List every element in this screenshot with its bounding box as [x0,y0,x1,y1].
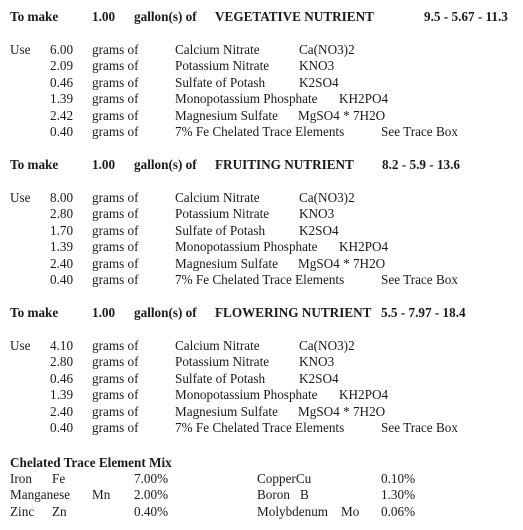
ingredient-unit: grams of [92,370,139,386]
ingredient-unit: grams of [92,124,139,139]
trace-right-name: Molybdenum [257,503,329,519]
ingredient-name: 7% Fe Chelated Trace Elements [175,124,345,139]
ingredient-formula: KH2PO4 [339,387,389,403]
ingredient-unit: grams of [92,206,139,222]
ingredient-name: Calcium Nitrate [175,42,260,57]
trace-left-pct: 7.00% [134,471,169,486]
ingredient-formula: K2SO4 [299,222,339,238]
ingredient-formula: MgSO4 * 7H2O [298,107,386,123]
ingredient-formula: See Trace Box [381,272,458,287]
ingredient-qty: 0.40 [50,124,74,139]
ingredient-name: 7% Fe Chelated Trace Elements [175,420,345,435]
use-label: Use [10,42,31,57]
ingredient-name: Monopotassium Phosphate [175,239,318,255]
trace-title: Chelated Trace Element Mix [10,455,172,470]
gallon-amount: 1.00 [92,305,116,320]
ingredient-formula: Ca(NO3)2 [299,42,355,57]
ingredient-qty: 1.39 [50,239,74,255]
ingredient-unit: grams of [92,58,139,74]
ingredient-formula: MgSO4 * 7H2O [298,403,386,419]
ingredient-qty: 1.39 [50,91,74,107]
trace-right-name: Boron [257,487,290,503]
trace-left-name: Manganese [10,487,71,503]
ingredient-formula: MgSO4 * 7H2O [298,255,386,271]
gallon-unit: gallon(s) of [134,9,197,24]
ingredient-qty: 6.00 [50,42,74,57]
trace-right-name: CopperCu [257,471,312,486]
ingredient-unit: grams of [92,222,139,238]
ingredient-formula: Ca(NO3)2 [299,190,355,205]
ingredient-formula: Ca(NO3)2 [299,338,355,353]
to-make-label: To make [10,305,59,320]
trace-right-pct: 0.10% [381,471,416,486]
ingredient-qty: 2.80 [50,206,74,222]
trace-right-symbol: Mo [341,503,360,519]
ingredient-name: Magnesium Sulfate [175,403,278,419]
ingredient-unit: grams of [92,338,139,353]
ingredient-unit: grams of [92,42,139,57]
ingredient-qty: 2.40 [50,403,74,419]
gallon-amount: 1.00 [92,9,116,24]
ingredient-qty: 8.00 [50,190,74,205]
ingredient-unit: grams of [92,354,139,370]
ingredient-qty: 0.46 [50,74,74,90]
npk-ratio: 9.5 - 5.67 - 11.3 [424,9,508,24]
ingredient-unit: grams of [92,91,139,107]
ingredient-name: 7% Fe Chelated Trace Elements [175,272,345,287]
ingredient-name: Monopotassium Phosphate [175,387,318,403]
ingredient-unit: grams of [92,190,139,205]
ingredient-name: Potassium Nitrate [175,206,270,222]
ingredient-qty: 2.80 [50,354,74,370]
ingredient-unit: grams of [92,239,139,255]
ingredient-unit: grams of [92,387,139,403]
trace-left-symbol: Fe [52,471,66,486]
ingredient-qty: 1.39 [50,387,74,403]
ingredient-qty: 2.42 [50,107,74,123]
nutrient-name: VEGETATIVE NUTRIENT [215,9,374,24]
ingredient-name: Sulfate of Potash [175,222,266,238]
ingredient-name: Potassium Nitrate [175,58,270,74]
gallon-unit: gallon(s) of [134,305,197,320]
ingredient-name: Calcium Nitrate [175,338,260,353]
ingredient-formula: KH2PO4 [339,239,389,255]
trace-left-symbol: Mn [92,487,111,503]
trace-left-symbol: Zn [52,503,67,519]
ingredient-name: Magnesium Sulfate [175,255,278,271]
trace-left-name: Zinc [10,503,35,519]
ingredient-unit: grams of [92,74,139,90]
trace-right-pct: 0.06% [381,503,416,519]
trace-left-pct: 0.40% [134,503,169,519]
npk-ratio: 8.2 - 5.9 - 13.6 [382,157,461,172]
trace-right-symbol: B [300,487,309,503]
use-label: Use [10,190,31,205]
trace-left-name: Iron [10,471,32,486]
nutrient-name: FLOWERING NUTRIENT [215,305,372,320]
ingredient-name: Magnesium Sulfate [175,107,278,123]
ingredient-formula: KH2PO4 [339,91,389,107]
ingredient-formula: See Trace Box [381,124,458,139]
ingredient-qty: 0.40 [50,420,74,435]
ingredient-formula: KNO3 [299,206,335,222]
ingredient-qty: 0.40 [50,272,74,287]
ingredient-name: Potassium Nitrate [175,354,270,370]
ingredient-formula: See Trace Box [381,420,458,435]
ingredient-qty: 0.46 [50,370,74,386]
ingredient-name: Calcium Nitrate [175,190,260,205]
ingredient-qty: 1.70 [50,222,74,238]
ingredient-name: Sulfate of Potash [175,370,266,386]
ingredient-unit: grams of [92,107,139,123]
ingredient-name: Monopotassium Phosphate [175,91,318,107]
ingredient-name: Sulfate of Potash [175,74,266,90]
ingredient-unit: grams of [92,272,139,287]
gallon-amount: 1.00 [92,157,116,172]
trace-left-pct: 2.00% [134,487,169,503]
npk-ratio: 5.5 - 7.97 - 18.4 [381,305,466,320]
trace-right-pct: 1.30% [381,487,416,503]
ingredient-formula: K2SO4 [299,370,339,386]
ingredient-unit: grams of [92,420,139,435]
ingredient-unit: grams of [92,403,139,419]
to-make-label: To make [10,157,59,172]
ingredient-formula: KNO3 [299,354,335,370]
ingredient-qty: 2.09 [50,58,74,74]
gallon-unit: gallon(s) of [134,157,197,172]
ingredient-unit: grams of [92,255,139,271]
use-label: Use [10,338,31,353]
ingredient-qty: 4.10 [50,338,74,353]
ingredient-qty: 2.40 [50,255,74,271]
nutrient-name: FRUITING NUTRIENT [215,157,354,172]
ingredient-formula: K2SO4 [299,74,339,90]
ingredient-formula: KNO3 [299,58,335,74]
to-make-label: To make [10,9,59,24]
